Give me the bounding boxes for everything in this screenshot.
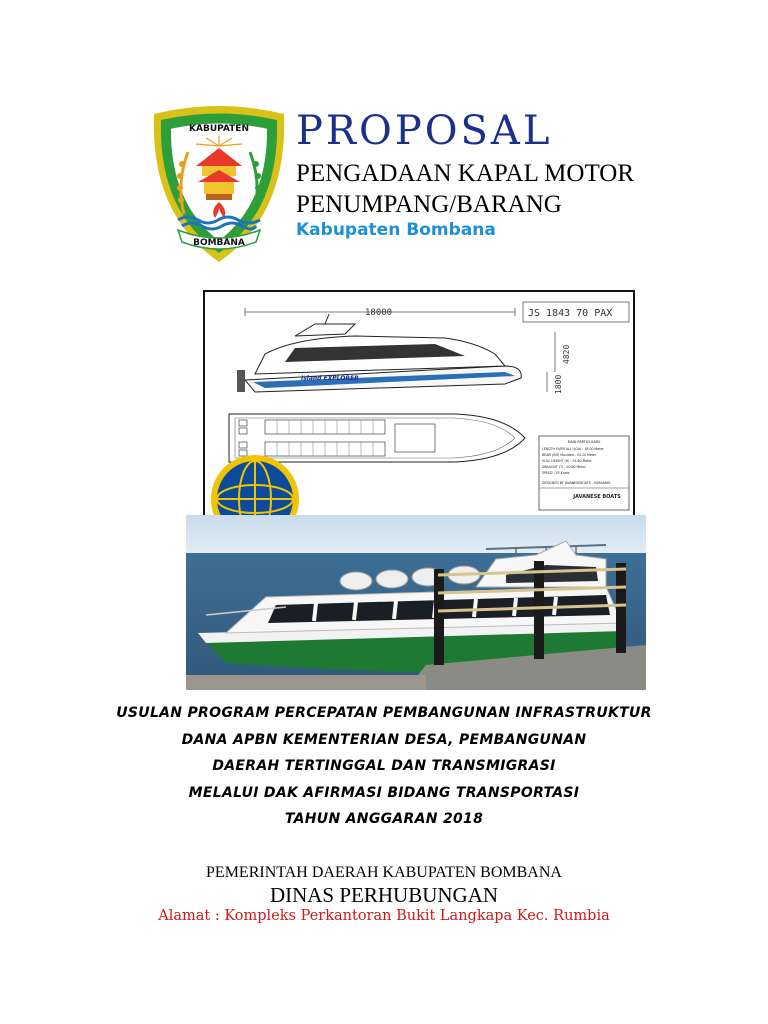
particulars-row: DRAUGHT (T) : 00.80 Meter <box>542 465 586 469</box>
subtitle-line-2: PENUMPANG/BARANG <box>296 191 562 218</box>
government-name: PEMERINTAH DAERAH KABUPATEN BOMBANA <box>206 864 562 881</box>
particulars-row: SPEED : 25 Knots <box>542 471 570 475</box>
subtitle-line-1: PENGADAAN KAPAL MOTOR <box>296 160 635 187</box>
logo-top-text: KABUPATEN <box>189 124 249 134</box>
particulars-row: LENGTH OVER ALL (LOA) : 18.00 Meter <box>542 447 604 451</box>
program-description <box>84 700 684 833</box>
length-dimension-label: 18000 <box>365 308 393 318</box>
particulars-row: HULL HEIGHT (H) : 01.80 Meter <box>542 459 592 463</box>
builder-label: JAVANESE BOATS <box>573 494 621 500</box>
hull-name-label: Island EXPLORER <box>301 375 359 382</box>
boat-photo <box>186 515 646 690</box>
height-dimension-label-2: 1800 <box>554 374 563 394</box>
program-line: DANA APBN KEMENTERIAN DESA, PEMBANGUNAN <box>181 731 587 748</box>
program-line: USULAN PROGRAM PERCEPATAN PEMBANGUNAN INFRASTRUKTUR <box>116 705 652 721</box>
designer-label: DESIGNED BY JAVANESEBOATS - SURABAYA <box>542 481 611 485</box>
program-line: MELALUI DAK AFIRMASI BIDANG TRANSPORTASI <box>188 784 580 801</box>
logo-bottom-text: BOMBANA <box>193 238 245 248</box>
proposal-title: PROPOSAL <box>296 108 553 154</box>
program-line: TAHUN ANGGARAN 2018 <box>284 811 484 827</box>
particulars-row: BEAM (BH) Moulded : 04.20 Meter <box>542 453 597 457</box>
region-name: Kabupaten Bombana <box>296 220 496 240</box>
office-address: Alamat : Kompleks Perkantoran Bukit Langkapa Kec. Rumbia <box>158 908 610 924</box>
kabupaten-bombana-logo <box>148 104 290 266</box>
model-label: JS 1843 70 PAX <box>528 308 613 319</box>
program-line: DAERAH TERTINGGAL DAN TRANSMIGRASI <box>212 758 556 774</box>
height-dimension-label-1: 4820 <box>562 344 571 364</box>
department-name: DINAS PERHUBUNGAN <box>269 883 499 907</box>
particulars-table-title: MAIN PARTICULARS <box>567 440 601 444</box>
